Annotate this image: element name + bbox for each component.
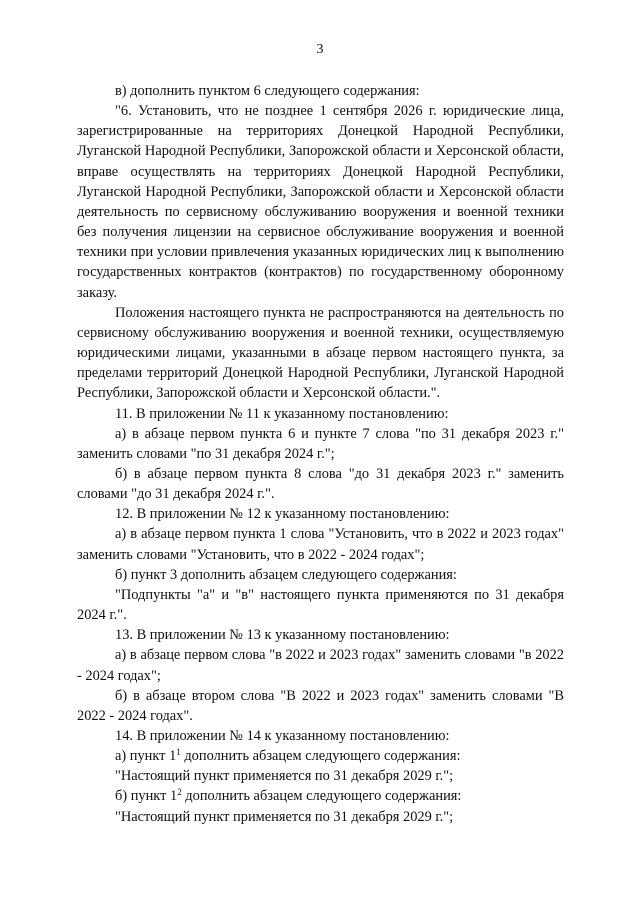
paragraph-section-14-b-start: б) пункт 1 (115, 788, 178, 805)
paragraph-section-13: 13. В приложении № 13 к указанному постановлению: (115, 627, 450, 644)
paragraph-section-14-b-quote: "Настоящий пункт применяется по 31 декабря 2029 г."; (115, 808, 454, 825)
paragraph-section-12-a: а) в абзаце первом пункта 1 слова "Установить, что в 2022 и 2023 годах" заменить словами "Установить, что в 2022 - 2024 годах"; (77, 526, 564, 563)
superscript-index: 2 (177, 787, 182, 798)
paragraph-section-14-b (77, 786, 564, 806)
paragraph-section-12: 12. В приложении № 12 к указанному постановлению: (115, 506, 450, 523)
paragraph-section-12-quote: "Подпункты "а" и "в" настоящего пункта применяются по 31 декабря 2024 г.". (77, 586, 564, 624)
document-body (77, 81, 564, 827)
paragraph-item-c: в) дополнить пунктом 6 следующего содержания: (115, 83, 420, 99)
paragraph-section-14: 14. В приложении № 14 к указанному постановлению: (115, 728, 450, 744)
paragraph-section-14-b-end: дополнить абзацем следующего содержания: (181, 788, 462, 805)
paragraph-section-14-a-quote: "Настоящий пункт применяется по 31 декабря 2029 г."; (115, 768, 454, 785)
paragraph-section-12-b: б) пункт 3 дополнить абзацем следующего содержания: (115, 566, 457, 583)
page-number: 3 (316, 42, 324, 57)
paragraph-section-14-a-start: а) пункт 1 (115, 748, 177, 765)
paragraph-section-11: 11. В приложении № 11 к указанному постановлению: (115, 405, 449, 422)
paragraph-section-11-b: б) в абзаце первом пункта 8 слова "до 31 декабря 2023 г." заменить словами "до 31 декабря 2024 г.". (77, 465, 564, 503)
paragraph-section-14-a (77, 746, 564, 766)
paragraph-section-11-a: а) в абзаце первом пункта 6 и пункте 7 слова "по 31 декабря 2023 г." заменить словами "по 31 декабря 2024 г."; (77, 425, 564, 462)
paragraph-section-14-a-end: дополнить абзацем следующего содержания: (180, 748, 461, 765)
paragraph-section-13-b: б) в абзаце втором слова "В 2022 и 2023 годах" заменить словами "В 2022 - 2024 годах". (77, 687, 564, 724)
paragraph-section-13-a: а) в абзаце первом слова "в 2022 и 2023 годах" заменить словами "в 2022 - 2024 годах"; (77, 647, 564, 684)
superscript-index: 1 (176, 747, 181, 758)
paragraph-point-6: "6. Установить, что не позднее 1 сентября 2026 г. юридические лица, зарегистрированные на территориях Донецкой Народной Республики, Луганской Народной Республики, Запорожской области и Херсонской области, вправе осуществлять на территориях Донецкой Народной Республики, Луганской Народной Республики, Запорожской области и Херсонской области деятельность по сервисному обслуживанию вооружения и военной техники без получения лицензии на сервисное обслуживание вооружения и военной техники при условии привлечения указанных юридических лиц к выполнению государственных контрактов (контрактов) по государственному оборонному заказу. (77, 103, 564, 301)
paragraph-point-6-provisions: Положения настоящего пункта не распространяются на деятельность по сервисному обслуживанию вооружения и военной техники, осуществляемую юридическими лицами, указанными в абзаце первом настоящего пункта, за пределами территорий Донецкой Народной Республики, Луганской Народной Республики, Запорожской области и Херсонской области.". (77, 304, 564, 402)
